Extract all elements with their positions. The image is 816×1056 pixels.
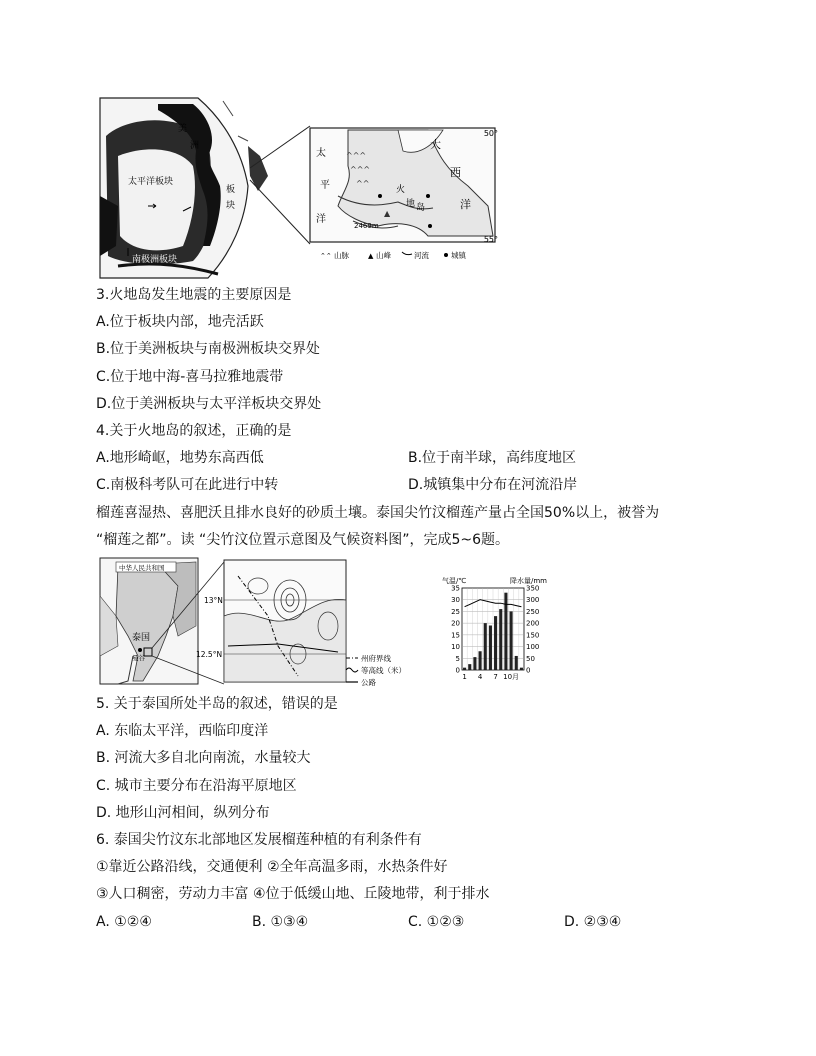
q6-option-d[interactable]: D. ②③④: [564, 914, 622, 930]
label-americas-1: 美: [178, 124, 188, 134]
precip-bar: [489, 625, 492, 670]
label-plate-2: 块: [226, 201, 236, 211]
precip-bar: [499, 609, 502, 670]
svg-text:^^^: ^^^: [350, 165, 371, 174]
legend-mountains: 山脉: [334, 251, 349, 260]
chart-xtick: 4: [477, 673, 483, 680]
precip-bar: [479, 651, 482, 670]
chart-ytick: 25: [451, 607, 460, 616]
q4-option-a[interactable]: A.地形崎岖，地势东高西低: [96, 450, 264, 466]
q3-option-b[interactable]: B.位于美洲板块与南极洲板块交界处: [96, 341, 321, 357]
label-antarctic-plate: 南极洲板块: [132, 255, 178, 265]
svg-text:^^^: ^^^: [346, 151, 367, 160]
precip-bar: [510, 611, 513, 670]
precip-bar: [463, 668, 466, 670]
inset-pacific-2: 平: [320, 180, 330, 191]
q4-option-b[interactable]: B.位于南半球，高纬度地区: [408, 450, 577, 466]
intro-line-1: 榴莲喜湿热、喜肥沃且排水良好的砂质土壤。泰国尖竹汶榴莲产量占全国50%以上，被誉为: [96, 505, 660, 521]
label-pacific-plate: 太平洋板块: [128, 177, 174, 187]
chart-y2tick: 300: [526, 596, 540, 605]
figure-plate-map: [98, 96, 498, 281]
q6-option-c[interactable]: C. ①②③: [408, 914, 465, 930]
inset-pacific-1: 太: [316, 148, 326, 159]
chart-ytick: 20: [451, 619, 460, 628]
chart-y2tick: 50: [526, 654, 535, 663]
chart-ytick: 10: [451, 643, 460, 652]
inset-atlantic-2: 西: [450, 166, 461, 179]
q3-option-d[interactable]: D.位于美洲板块与太平洋板块交界处: [96, 396, 322, 412]
svg-text:^^: ^^: [356, 179, 370, 188]
chart-xtick: 1: [462, 673, 467, 680]
svg-text:⌃⌃: ⌃⌃: [320, 252, 332, 260]
precip-bar: [515, 656, 518, 670]
chart-ytick: 15: [451, 631, 460, 640]
q3-stem: 3.火地岛发生地震的主要原因是: [96, 287, 292, 303]
q6-stem: 6. 泰国尖竹汶东北部地区发展榴莲种植的有利条件有: [96, 832, 422, 848]
q5-option-b[interactable]: B. 河流大多自北向南流，水量较大: [96, 750, 311, 766]
q3-option-a[interactable]: A.位于板块内部，地壳活跃: [96, 314, 264, 330]
chart-y2tick: 100: [526, 643, 540, 652]
chart-y2tick: 350: [526, 584, 540, 593]
inset-pacific-3: 洋: [316, 214, 326, 225]
chart-ylabel: 气温/℃: [442, 577, 467, 585]
q6-option-a[interactable]: A. ①②④: [96, 914, 152, 930]
chart-y2label: 降水量/mm: [510, 577, 547, 585]
inset-atlantic-1: 大: [430, 138, 441, 151]
q5-stem: 5. 关于泰国所处半岛的叙述，错误的是: [96, 696, 338, 712]
label-plate-1: 板: [226, 185, 236, 195]
inset-island-2: 地: [406, 199, 416, 209]
map-label-bangkok: 曼谷: [132, 654, 145, 662]
chart-ytick: 30: [451, 596, 460, 605]
q6-option-b[interactable]: B. ①③④: [252, 914, 309, 930]
inset-peak-height: 2469m: [354, 222, 379, 230]
precip-bar: [473, 657, 476, 670]
inset-island-1: 火: [396, 185, 406, 195]
map-label-china: 中华人民共和国: [119, 564, 165, 572]
q5-option-a[interactable]: A. 东临太平洋，西临印度洋: [96, 723, 269, 739]
q4-stem: 4.关于火地岛的叙述，正确的是: [96, 423, 292, 439]
intro-line-2: “榴莲之都”。读 “尖竹汶位置示意图及气候资料图”，完成5~6题。: [96, 532, 510, 548]
q4-option-c[interactable]: C.南极科考队可在此进行中转: [96, 477, 279, 493]
precip-bar: [484, 623, 487, 670]
figure2-legend: [344, 650, 424, 690]
legend-road: 公路: [361, 678, 376, 687]
svg-text:▲: ▲: [368, 252, 374, 260]
legend-peak: 山峰: [376, 251, 391, 260]
inset-island-3: 岛: [416, 203, 426, 213]
precip-bar: [520, 668, 523, 670]
chart-ytick: 35: [451, 584, 460, 593]
inset-atlantic-3: 洋: [460, 198, 471, 211]
q5-option-d[interactable]: D. 地形山河相间，纵列分布: [96, 805, 270, 821]
figure-chanthaburi-map: [98, 556, 360, 688]
q6-cond-1: ①靠近公路沿线，交通便利 ②全年高温多雨，水热条件好: [96, 859, 448, 875]
q5-option-c[interactable]: C. 城市主要分布在沿海平原地区: [96, 778, 297, 794]
legend-contour: 等高线（米）: [361, 666, 406, 675]
inset-lat-bottom: 55°: [483, 235, 498, 244]
map-label-thailand: 泰国: [132, 633, 151, 643]
q3-option-c[interactable]: C.位于地中海-喜马拉雅地震带: [96, 369, 284, 385]
q4-option-d[interactable]: D.城镇集中分布在河流沿岸: [408, 477, 578, 493]
legend-boundary: 州府界线: [361, 654, 391, 663]
chart-xtick: 10月: [503, 673, 520, 680]
chart-y2tick: 250: [526, 607, 540, 616]
chart-y2tick: 200: [526, 619, 540, 628]
inset-lat-125: 12.5°N: [196, 650, 223, 659]
chart-ytick: 5: [455, 654, 460, 663]
legend-river: 河流: [414, 251, 429, 260]
chart-y2tick: 150: [526, 631, 540, 640]
svg-text:▲: ▲: [384, 209, 391, 218]
legend-town: 城镇: [451, 251, 466, 260]
chart-y2tick: 0: [526, 666, 531, 675]
precip-bar: [468, 664, 471, 670]
climate-chart: [440, 574, 552, 680]
chart-xtick: 7: [493, 673, 498, 680]
inset-lat-top: 50°: [483, 129, 498, 138]
precip-bar: [494, 616, 497, 670]
label-americas-2: 洲: [190, 141, 200, 151]
q6-cond-2: ③人口稠密，劳动力丰富 ④位于低缓山地、丘陵地带，利于排水: [96, 886, 490, 902]
inset-lat-13: 13°N: [204, 596, 223, 605]
chart-ytick: 0: [455, 666, 460, 675]
